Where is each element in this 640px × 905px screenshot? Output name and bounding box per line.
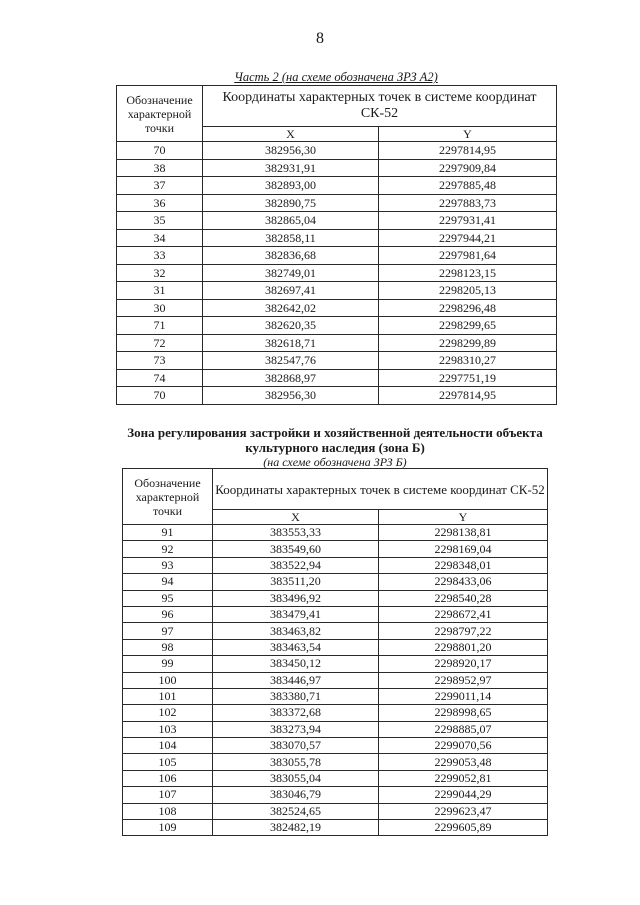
table-row <box>117 369 557 387</box>
point-id-cell: 33 <box>117 247 203 265</box>
x-coordinate-cell: 382865,04 <box>203 212 379 230</box>
table-row <box>123 672 548 688</box>
table-row <box>117 142 557 160</box>
point-id-cell: 95 <box>123 590 213 606</box>
y-coordinate-cell: 2298299,65 <box>379 317 557 335</box>
point-label-header: Обозначение характерной точки <box>123 469 213 525</box>
point-id-cell: 102 <box>123 705 213 721</box>
coordinates-header: Координаты характерных точек в системе координат СК-52 <box>213 469 548 510</box>
point-id-cell: 91 <box>123 525 213 541</box>
y-coordinate-cell: 2297814,95 <box>379 387 557 405</box>
point-id-cell: 35 <box>117 212 203 230</box>
x-coordinate-cell: 383496,92 <box>213 590 379 606</box>
table-row <box>123 820 548 836</box>
table-row <box>117 387 557 405</box>
point-id-cell: 36 <box>117 194 203 212</box>
x-coordinate-cell: 383522,94 <box>213 557 379 573</box>
point-id-cell: 107 <box>123 787 213 803</box>
x-coordinate-cell: 382931,91 <box>203 159 379 177</box>
y-coordinate-cell: 2298205,13 <box>379 282 557 300</box>
page-number: 8 <box>316 30 324 47</box>
part2-caption: Часть 2 (на схеме обозначена ЗРЗ А2) <box>234 70 438 84</box>
y-coordinate-cell: 2297814,95 <box>379 142 557 160</box>
point-id-cell: 104 <box>123 738 213 754</box>
x-coordinate-cell: 382890,75 <box>203 194 379 212</box>
y-coordinate-cell: 2298296,48 <box>379 299 557 317</box>
x-coordinate-cell: 382524,65 <box>213 803 379 819</box>
y-coordinate-cell: 2297883,73 <box>379 194 557 212</box>
y-coordinate-cell: 2297751,19 <box>379 369 557 387</box>
zone-b-caption: (на схеме обозначена ЗРЗ Б) <box>263 455 407 469</box>
y-coordinate-cell: 2298310,27 <box>379 352 557 370</box>
table-row <box>117 159 557 177</box>
zone-b-coordinates-table <box>122 468 548 836</box>
y-coordinate-cell: 2298801,20 <box>379 639 548 655</box>
point-id-cell: 71 <box>117 317 203 335</box>
y-coordinate-cell: 2299044,29 <box>379 787 548 803</box>
table-row <box>123 803 548 819</box>
zone-b-heading: Зона регулирования застройки и хозяйственной деятельности объекта культурного наследия (зона Б) <box>127 425 543 455</box>
y-coordinate-cell: 2299070,56 <box>379 738 548 754</box>
point-id-cell: 106 <box>123 770 213 786</box>
y-coordinate-cell: 2298998,65 <box>379 705 548 721</box>
y-coordinate-cell: 2298920,17 <box>379 656 548 672</box>
column-y-header: Y <box>379 510 548 525</box>
x-coordinate-cell: 383380,71 <box>213 688 379 704</box>
table-row <box>123 754 548 770</box>
x-coordinate-cell: 383046,79 <box>213 787 379 803</box>
point-id-cell: 99 <box>123 656 213 672</box>
point-id-cell: 92 <box>123 541 213 557</box>
point-id-cell: 108 <box>123 803 213 819</box>
x-coordinate-cell: 382956,30 <box>203 142 379 160</box>
table-row <box>117 264 557 282</box>
point-id-cell: 31 <box>117 282 203 300</box>
point-id-cell: 97 <box>123 623 213 639</box>
x-coordinate-cell: 382482,19 <box>213 820 379 836</box>
y-coordinate-cell: 2298433,06 <box>379 574 548 590</box>
x-coordinate-cell: 382547,76 <box>203 352 379 370</box>
y-coordinate-cell: 2297909,84 <box>379 159 557 177</box>
zone-b-table-body <box>123 525 548 836</box>
y-coordinate-cell: 2299605,89 <box>379 820 548 836</box>
table-row <box>117 299 557 317</box>
point-id-cell: 74 <box>117 369 203 387</box>
point-id-cell: 73 <box>117 352 203 370</box>
x-coordinate-cell: 383450,12 <box>213 656 379 672</box>
y-coordinate-cell: 2297885,48 <box>379 177 557 195</box>
y-coordinate-cell: 2297944,21 <box>379 229 557 247</box>
x-coordinate-cell: 383055,04 <box>213 770 379 786</box>
y-coordinate-cell: 2298123,15 <box>379 264 557 282</box>
y-coordinate-cell: 2298169,04 <box>379 541 548 557</box>
point-id-cell: 30 <box>117 299 203 317</box>
x-coordinate-cell: 382618,71 <box>203 334 379 352</box>
point-id-cell: 100 <box>123 672 213 688</box>
table-row <box>123 557 548 573</box>
table-row <box>123 705 548 721</box>
point-id-cell: 103 <box>123 721 213 737</box>
table-row <box>123 639 548 655</box>
y-coordinate-cell: 2299623,47 <box>379 803 548 819</box>
point-id-cell: 38 <box>117 159 203 177</box>
table-row <box>117 247 557 265</box>
table-row <box>123 738 548 754</box>
y-coordinate-cell: 2298299,89 <box>379 334 557 352</box>
x-coordinate-cell: 383549,60 <box>213 541 379 557</box>
point-id-cell: 93 <box>123 557 213 573</box>
x-coordinate-cell: 382893,00 <box>203 177 379 195</box>
x-coordinate-cell: 383070,57 <box>213 738 379 754</box>
table-row <box>123 541 548 557</box>
y-coordinate-cell: 2298885,07 <box>379 721 548 737</box>
point-id-cell: 32 <box>117 264 203 282</box>
point-id-cell: 101 <box>123 688 213 704</box>
y-coordinate-cell: 2299052,81 <box>379 770 548 786</box>
y-coordinate-cell: 2297931,41 <box>379 212 557 230</box>
point-id-cell: 70 <box>117 387 203 405</box>
x-coordinate-cell: 382642,02 <box>203 299 379 317</box>
table-row <box>117 229 557 247</box>
x-coordinate-cell: 383446,97 <box>213 672 379 688</box>
y-coordinate-cell: 2299011,14 <box>379 688 548 704</box>
table-row <box>123 721 548 737</box>
x-coordinate-cell: 382620,35 <box>203 317 379 335</box>
y-coordinate-cell: 2299053,48 <box>379 754 548 770</box>
y-coordinate-cell: 2298540,28 <box>379 590 548 606</box>
coordinates-header: Координаты характерных точек в системе координат СК-52 <box>203 86 557 127</box>
y-coordinate-cell: 2298348,01 <box>379 557 548 573</box>
point-label-header: Обозначение характерной точки <box>117 86 203 142</box>
column-y-header: Y <box>379 127 557 142</box>
column-x-header: X <box>203 127 379 142</box>
y-coordinate-cell: 2298797,22 <box>379 623 548 639</box>
table-row <box>117 212 557 230</box>
y-coordinate-cell: 2297981,64 <box>379 247 557 265</box>
table-row <box>123 623 548 639</box>
x-coordinate-cell: 383055,78 <box>213 754 379 770</box>
point-id-cell: 34 <box>117 229 203 247</box>
column-x-header: X <box>213 510 379 525</box>
x-coordinate-cell: 383463,54 <box>213 639 379 655</box>
point-id-cell: 37 <box>117 177 203 195</box>
point-id-cell: 109 <box>123 820 213 836</box>
point-id-cell: 96 <box>123 606 213 622</box>
table-row <box>123 656 548 672</box>
x-coordinate-cell: 382858,11 <box>203 229 379 247</box>
table-row <box>117 352 557 370</box>
y-coordinate-cell: 2298672,41 <box>379 606 548 622</box>
table-row <box>123 787 548 803</box>
point-id-cell: 105 <box>123 754 213 770</box>
x-coordinate-cell: 382836,68 <box>203 247 379 265</box>
table-row <box>117 282 557 300</box>
y-coordinate-cell: 2298138,81 <box>379 525 548 541</box>
x-coordinate-cell: 382956,30 <box>203 387 379 405</box>
table-row <box>123 590 548 606</box>
x-coordinate-cell: 383479,41 <box>213 606 379 622</box>
table-row <box>123 525 548 541</box>
point-id-cell: 70 <box>117 142 203 160</box>
part2-coordinates-table <box>116 85 557 405</box>
table-row <box>117 177 557 195</box>
x-coordinate-cell: 382868,97 <box>203 369 379 387</box>
y-coordinate-cell: 2298952,97 <box>379 672 548 688</box>
table-row <box>123 606 548 622</box>
table-row <box>123 770 548 786</box>
table-row <box>117 334 557 352</box>
x-coordinate-cell: 383372,68 <box>213 705 379 721</box>
x-coordinate-cell: 382697,41 <box>203 282 379 300</box>
table-row <box>117 194 557 212</box>
x-coordinate-cell: 383273,94 <box>213 721 379 737</box>
x-coordinate-cell: 383463,82 <box>213 623 379 639</box>
point-id-cell: 94 <box>123 574 213 590</box>
point-id-cell: 98 <box>123 639 213 655</box>
table-row <box>117 317 557 335</box>
x-coordinate-cell: 383553,33 <box>213 525 379 541</box>
part2-table-body <box>117 142 557 405</box>
x-coordinate-cell: 382749,01 <box>203 264 379 282</box>
table-row <box>123 688 548 704</box>
table-row <box>123 574 548 590</box>
point-id-cell: 72 <box>117 334 203 352</box>
x-coordinate-cell: 383511,20 <box>213 574 379 590</box>
